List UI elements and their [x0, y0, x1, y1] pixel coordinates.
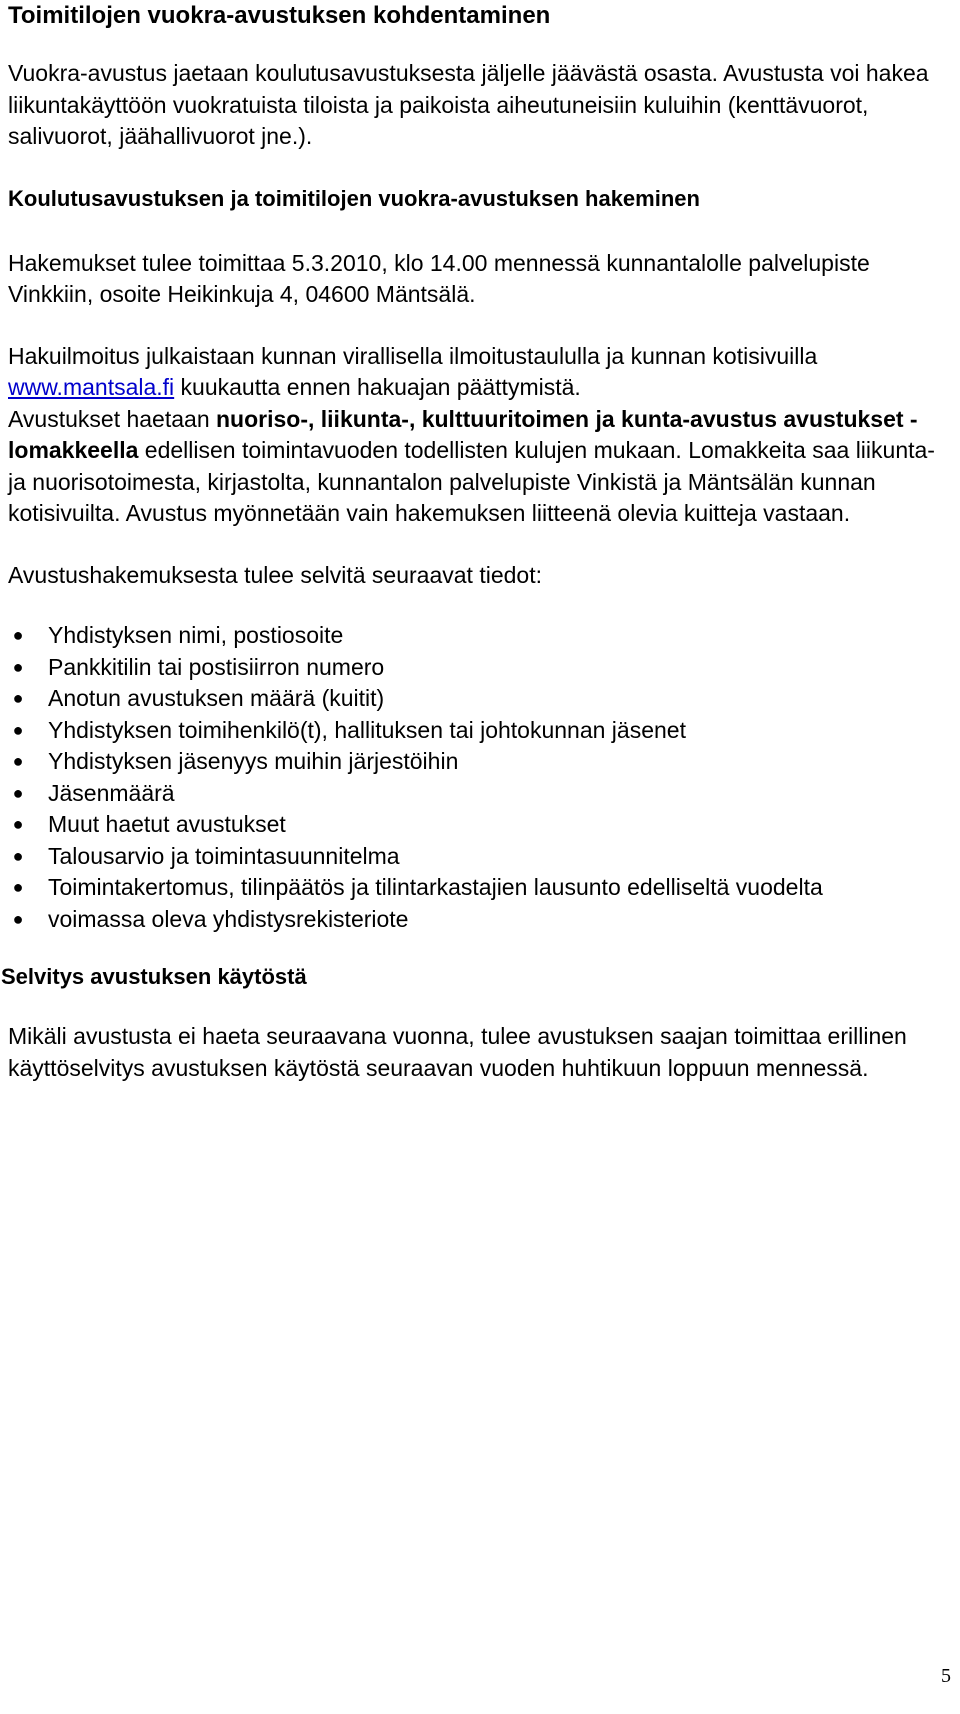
announcement-text-end: kuukautta ennen hakuajan päättymistä. [174, 374, 581, 400]
bullet-icon: ● [12, 908, 24, 929]
bullet-icon: ● [12, 782, 24, 803]
bullet-icon: ● [12, 845, 24, 866]
list-item [8, 904, 943, 936]
list-item-text: Jäsenmäärä [48, 779, 175, 806]
bullet-icon: ● [12, 877, 24, 897]
section-heading-application: Koulutusavustuksen ja toimitilojen vuokra-avustuksen hakeminen [8, 185, 700, 211]
list-item-text: Yhdistyksen toimihenkilö(t), hallituksen tai johtokunnan jäsenet [48, 716, 686, 743]
list-item-text: Yhdistyksen nimi, postiosoite [48, 622, 344, 648]
list-item [8, 841, 943, 873]
list-item-text: Muut haetut avustukset [48, 811, 286, 837]
list-item-text: voimassa oleva yhdistysrekisteriote [48, 905, 409, 932]
bullet-icon: ● [12, 751, 24, 771]
bullet-icon: ● [12, 688, 24, 708]
list-item-text: Talousarvio ja toimintasuunnitelma [48, 842, 400, 869]
list-item [8, 620, 943, 652]
bullet-icon: ● [12, 719, 24, 740]
instructions-paragraph [8, 341, 943, 530]
page-number: 5 [941, 1665, 951, 1687]
form-availability-text: Lomakkeita saa liikunta- ja nuorisotoimesta, kirjastolta, kunnantalon palvelupiste Vinkistä ja Mäntsälän kunnan kotisivuilta. Avustus myönnetään vain hakemuksen liitteenä olevia kuitteja vastaan. [8, 437, 935, 526]
municipality-website-link[interactable]: www.mantsala.fi [8, 374, 175, 400]
document-page [1, 0, 943, 1084]
section-heading-targeting: Toimitilojen vuokra-avustuksen kohdentaminen [8, 2, 551, 29]
list-item [8, 809, 943, 841]
announcement-text: Hakuilmoitus julkaistaan kunnan virallisella ilmoitustaululla ja kunnan kotisivuilla [8, 342, 818, 369]
list-item-text: Toimintakertomus, tilinpäätös ja tilintarkastajien lausunto edelliseltä vuodelta [48, 874, 823, 900]
list-intro: Avustushakemuksesta tulee selvitä seuraavat tiedot: [8, 561, 542, 588]
list-item [8, 715, 943, 747]
list-item [8, 652, 943, 684]
section-heading-usage-report: Selvitys avustuksen käytöstä [1, 964, 307, 989]
list-item [8, 746, 943, 778]
required-info-list [8, 620, 943, 935]
list-item-text: Pankkitilin tai postisiirron numero [48, 653, 385, 680]
bullet-icon: ● [12, 625, 24, 645]
form-instructions-text: Avustukset haetaan [8, 405, 216, 432]
targeting-paragraph: Vuokra-avustus jaetaan koulutusavustuksesta jäljelle jäävästä osasta. Avustusta voi hakea liikuntakäyttöön vuokratuista tiloista ja paikoista aiheutuneisiin kuluihin (kenttävuorot, salivuorot, jäähallivuorot jne.). [8, 60, 929, 149]
list-item [8, 778, 943, 810]
deadline-paragraph: Hakemukset tulee toimittaa 5.3.2010, klo 14.00 mennessä kunnantalolle palvelupiste Vinkkiin, osoite Heikinkuja 4, 04600 Mäntsälä. [8, 249, 870, 307]
list-item [8, 683, 943, 715]
usage-report-paragraph: Mikäli avustusta ei haeta seuraavana vuonna, tulee avustuksen saajan toimittaa erillinen käyttöselvitys avustuksen käytöstä seuraavan vuoden huhtikuun loppuun mennessä. [8, 1023, 907, 1081]
bullet-icon: ● [12, 814, 24, 834]
list-item [8, 872, 943, 904]
form-name-bold: nuoriso-, liikunta-, kulttuuritoimen ja kunta-avustus avustukset -lomakkeella [8, 405, 918, 463]
list-item-text: Yhdistyksen jäsenyys muihin järjestöihin [48, 748, 459, 774]
bullet-icon: ● [12, 656, 24, 677]
form-instructions-text-end: edellisen toimintavuoden todellisten kulujen mukaan. [138, 437, 682, 463]
list-item-text: Anotun avustuksen määrä (kuitit) [48, 685, 385, 711]
